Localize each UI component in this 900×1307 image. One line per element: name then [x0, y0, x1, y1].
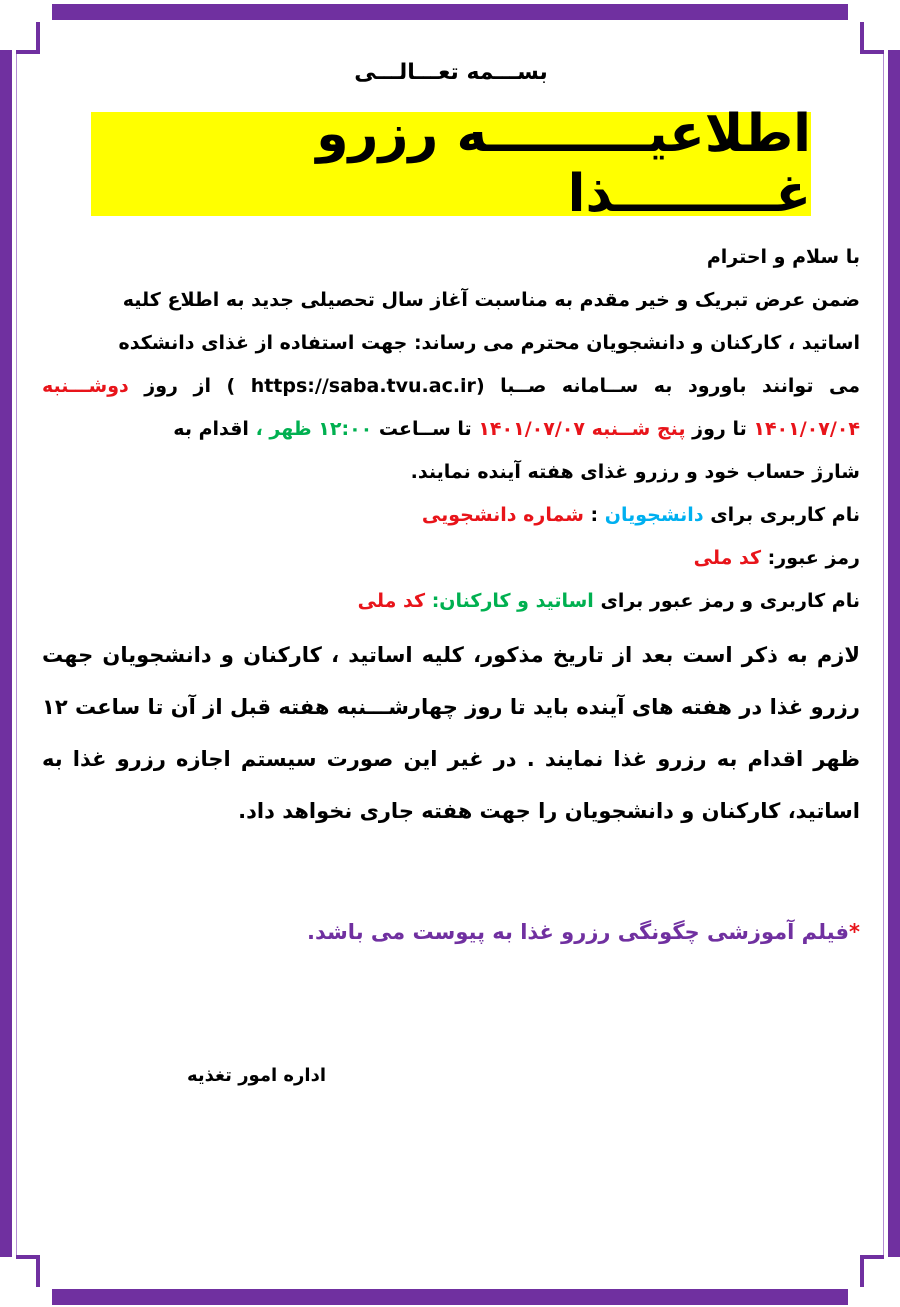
body-line: ضمن عرض تبریک و خیر مقدم به مناسبت آغاز سال تحصیلی جدید به اطلاع کلیه — [122, 289, 860, 311]
frame-corner — [860, 50, 884, 54]
deadline-time: ۱۲:۰۰ — [318, 418, 373, 440]
signature: اداره امور تغذیه — [186, 1065, 326, 1086]
page-title: اطلاعیـــــــــه رزرو غـــــــــذا — [316, 104, 811, 224]
bismillah: بســـمه تعـــالـــی — [354, 60, 548, 85]
frame-right — [888, 50, 900, 1257]
star-icon: * — [849, 920, 860, 944]
staff-credentials-line — [42, 580, 860, 623]
body-text: اقدام به — [173, 418, 249, 440]
student-number: شماره دانشجویی — [421, 504, 584, 526]
frame-left — [0, 50, 12, 1257]
body-line: اساتید ، کارکنان و دانشجویان محترم می رساند: جهت استفاده از غذای دانشکده — [118, 332, 860, 354]
saba-url: https://saba.tvu.ac.ir — [250, 375, 476, 397]
label: نام کاربری برای — [710, 504, 860, 526]
frame-top — [52, 4, 848, 20]
video-note: فیلم آموزشی چگونگی رزرو غذا به پیوست می باشد. — [307, 920, 850, 944]
frame-inner-line — [16, 54, 17, 1255]
start-day: دوشـــنبه — [42, 375, 129, 397]
notice-paragraph: لازم به ذکر است بعد از تاریخ مذکور، کلیه اساتید ، کارکنان و دانشجویان جهت رزرو غذا در هفته های آینده باید تا روز چهارشـــنبه هفته قبل از آن تا ساعت ۱۲ ظهر اقدام به رزرو غذا نمایند . در غیر این صورت سیستم اجازه رزرو غذا به اساتید، کارکنان و دانشجویان را جهت هفته جاری نخواهد داد. — [42, 643, 860, 823]
video-note-line — [42, 911, 860, 954]
separator: : — [590, 504, 599, 526]
label: رمز عبور: — [767, 547, 860, 569]
body-text: تا ســاعت — [378, 418, 472, 440]
student-username-line — [42, 494, 860, 537]
frame-corner — [16, 50, 40, 54]
frame-corner — [860, 1255, 884, 1259]
frame-corner — [860, 22, 864, 52]
label: نام کاربری و رمز عبور برای — [600, 590, 860, 612]
noon-label: ظهر ، — [255, 418, 312, 440]
body-line: شارژ حساب خود و رزرو غذای هفته آینده نمایند. — [410, 461, 860, 483]
schedule-paragraph — [42, 365, 860, 451]
frame-inner-line — [883, 54, 884, 1255]
body-text: می توانند باورود به ســامانه صــبا ( — [475, 375, 860, 397]
frame-corner — [860, 1257, 864, 1287]
end-day: پنج شــنبه — [591, 418, 686, 440]
frame-corner — [16, 1255, 40, 1259]
body-text: تا روز — [692, 418, 747, 440]
start-date: ۱۴۰۱/۰۷/۰۴ — [753, 418, 860, 440]
end-date: ۱۴۰۱/۰۷/۰۷ — [478, 418, 585, 440]
national-code: کد ملی — [693, 547, 762, 569]
students-label: دانشجویان — [604, 504, 704, 526]
title-highlight — [91, 104, 811, 224]
frame-corner — [36, 1257, 40, 1287]
announcement — [42, 48, 860, 1097]
staff-label: اساتید و کارکنان: — [431, 590, 594, 612]
frame-bottom — [52, 1289, 848, 1305]
password-line — [42, 537, 860, 580]
frame-corner — [36, 22, 40, 52]
staff-national-code: کد ملی — [357, 590, 426, 612]
body-text: ) از روز — [144, 375, 236, 397]
greeting: با سلام و احترام — [706, 246, 860, 268]
